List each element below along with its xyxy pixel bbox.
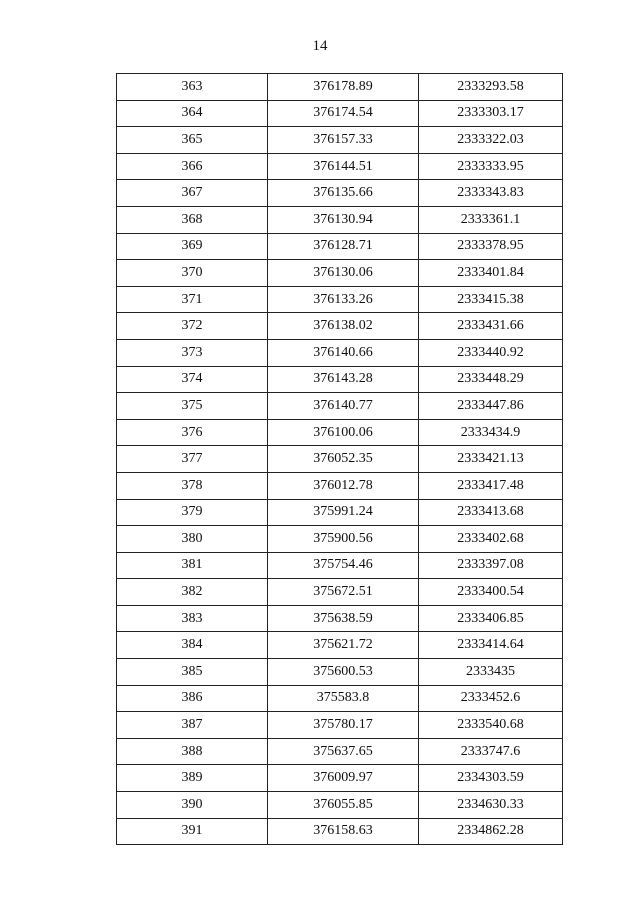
table-row xyxy=(117,792,563,819)
x-coordinate-cell: 376135.66 xyxy=(268,180,419,207)
y-coordinate-cell: 2334630.33 xyxy=(419,792,563,819)
y-coordinate-cell: 2333303.17 xyxy=(419,100,563,127)
x-coordinate-cell: 375900.56 xyxy=(268,526,419,553)
table-row xyxy=(117,446,563,473)
y-coordinate-cell: 2333440.92 xyxy=(419,339,563,366)
x-coordinate-cell: 376133.26 xyxy=(268,286,419,313)
x-coordinate-cell: 376143.28 xyxy=(268,366,419,393)
point-number-cell: 375 xyxy=(117,393,268,420)
x-coordinate-cell: 376055.85 xyxy=(268,792,419,819)
y-coordinate-cell: 2333435 xyxy=(419,659,563,686)
y-coordinate-cell: 2333343.83 xyxy=(419,180,563,207)
x-coordinate-cell: 375754.46 xyxy=(268,552,419,579)
x-coordinate-cell: 376009.97 xyxy=(268,765,419,792)
x-coordinate-cell: 376140.66 xyxy=(268,339,419,366)
x-coordinate-cell: 376144.51 xyxy=(268,153,419,180)
table-row xyxy=(117,659,563,686)
table-row xyxy=(117,552,563,579)
point-number-cell: 385 xyxy=(117,659,268,686)
point-number-cell: 363 xyxy=(117,74,268,101)
y-coordinate-cell: 2333415.38 xyxy=(419,286,563,313)
y-coordinate-cell: 2333421.13 xyxy=(419,446,563,473)
point-number-cell: 380 xyxy=(117,526,268,553)
y-coordinate-cell: 2333431.66 xyxy=(419,313,563,340)
table-row xyxy=(117,260,563,287)
y-coordinate-cell: 2333452.6 xyxy=(419,685,563,712)
point-number-cell: 378 xyxy=(117,472,268,499)
y-coordinate-cell: 2333378.95 xyxy=(419,233,563,260)
y-coordinate-cell: 2333333.95 xyxy=(419,153,563,180)
table-row xyxy=(117,499,563,526)
y-coordinate-cell: 2334303.59 xyxy=(419,765,563,792)
y-coordinate-cell: 2333448.29 xyxy=(419,366,563,393)
table-row xyxy=(117,472,563,499)
x-coordinate-cell: 375991.24 xyxy=(268,499,419,526)
x-coordinate-cell: 376140.77 xyxy=(268,393,419,420)
table-row xyxy=(117,685,563,712)
point-number-cell: 369 xyxy=(117,233,268,260)
point-number-cell: 388 xyxy=(117,738,268,765)
point-number-cell: 379 xyxy=(117,499,268,526)
x-coordinate-cell: 376138.02 xyxy=(268,313,419,340)
x-coordinate-cell: 375672.51 xyxy=(268,579,419,606)
table-row xyxy=(117,74,563,101)
x-coordinate-cell: 375637.65 xyxy=(268,738,419,765)
coordinate-table-body xyxy=(117,74,563,845)
table-row xyxy=(117,286,563,313)
x-coordinate-cell: 376128.71 xyxy=(268,233,419,260)
y-coordinate-cell: 2333400.54 xyxy=(419,579,563,606)
point-number-cell: 366 xyxy=(117,153,268,180)
x-coordinate-cell: 375638.59 xyxy=(268,605,419,632)
x-coordinate-cell: 376178.89 xyxy=(268,74,419,101)
table-row xyxy=(117,605,563,632)
coordinate-table xyxy=(116,73,563,845)
point-number-cell: 377 xyxy=(117,446,268,473)
point-number-cell: 391 xyxy=(117,818,268,845)
y-coordinate-cell: 2333401.84 xyxy=(419,260,563,287)
table-row xyxy=(117,765,563,792)
x-coordinate-cell: 376174.54 xyxy=(268,100,419,127)
point-number-cell: 367 xyxy=(117,180,268,207)
table-row xyxy=(117,393,563,420)
table-row xyxy=(117,180,563,207)
x-coordinate-cell: 376157.33 xyxy=(268,127,419,154)
point-number-cell: 381 xyxy=(117,552,268,579)
table-row xyxy=(117,153,563,180)
table-row xyxy=(117,738,563,765)
y-coordinate-cell: 2333402.68 xyxy=(419,526,563,553)
point-number-cell: 372 xyxy=(117,313,268,340)
table-row xyxy=(117,712,563,739)
y-coordinate-cell: 2333414.64 xyxy=(419,632,563,659)
x-coordinate-cell: 375583.8 xyxy=(268,685,419,712)
y-coordinate-cell: 2333413.68 xyxy=(419,499,563,526)
point-number-cell: 390 xyxy=(117,792,268,819)
table-row xyxy=(117,419,563,446)
x-coordinate-cell: 375621.72 xyxy=(268,632,419,659)
y-coordinate-cell: 2333417.48 xyxy=(419,472,563,499)
x-coordinate-cell: 375780.17 xyxy=(268,712,419,739)
table-row xyxy=(117,818,563,845)
point-number-cell: 365 xyxy=(117,127,268,154)
table-row xyxy=(117,632,563,659)
point-number-cell: 364 xyxy=(117,100,268,127)
table-row xyxy=(117,127,563,154)
table-row xyxy=(117,100,563,127)
point-number-cell: 384 xyxy=(117,632,268,659)
x-coordinate-cell: 375600.53 xyxy=(268,659,419,686)
point-number-cell: 383 xyxy=(117,605,268,632)
point-number-cell: 373 xyxy=(117,339,268,366)
point-number-cell: 382 xyxy=(117,579,268,606)
x-coordinate-cell: 376130.94 xyxy=(268,206,419,233)
point-number-cell: 371 xyxy=(117,286,268,313)
point-number-cell: 389 xyxy=(117,765,268,792)
y-coordinate-cell: 2333397.08 xyxy=(419,552,563,579)
table-row xyxy=(117,526,563,553)
page-number: 14 xyxy=(312,38,328,54)
table-row xyxy=(117,206,563,233)
point-number-cell: 386 xyxy=(117,685,268,712)
table-row xyxy=(117,313,563,340)
table-row xyxy=(117,579,563,606)
y-coordinate-cell: 2333434.9 xyxy=(419,419,563,446)
point-number-cell: 387 xyxy=(117,712,268,739)
x-coordinate-cell: 376100.06 xyxy=(268,419,419,446)
y-coordinate-cell: 2333322.03 xyxy=(419,127,563,154)
table-row xyxy=(117,366,563,393)
y-coordinate-cell: 2333447.86 xyxy=(419,393,563,420)
table-row xyxy=(117,339,563,366)
y-coordinate-cell: 2333406.85 xyxy=(419,605,563,632)
y-coordinate-cell: 2333293.58 xyxy=(419,74,563,101)
table-row xyxy=(117,233,563,260)
point-number-cell: 374 xyxy=(117,366,268,393)
y-coordinate-cell: 2333747.6 xyxy=(419,738,563,765)
point-number-cell: 376 xyxy=(117,419,268,446)
x-coordinate-cell: 376052.35 xyxy=(268,446,419,473)
y-coordinate-cell: 2333540.68 xyxy=(419,712,563,739)
point-number-cell: 368 xyxy=(117,206,268,233)
y-coordinate-cell: 2334862.28 xyxy=(419,818,563,845)
point-number-cell: 370 xyxy=(117,260,268,287)
x-coordinate-cell: 376158.63 xyxy=(268,818,419,845)
x-coordinate-cell: 376130.06 xyxy=(268,260,419,287)
x-coordinate-cell: 376012.78 xyxy=(268,472,419,499)
y-coordinate-cell: 2333361.1 xyxy=(419,206,563,233)
